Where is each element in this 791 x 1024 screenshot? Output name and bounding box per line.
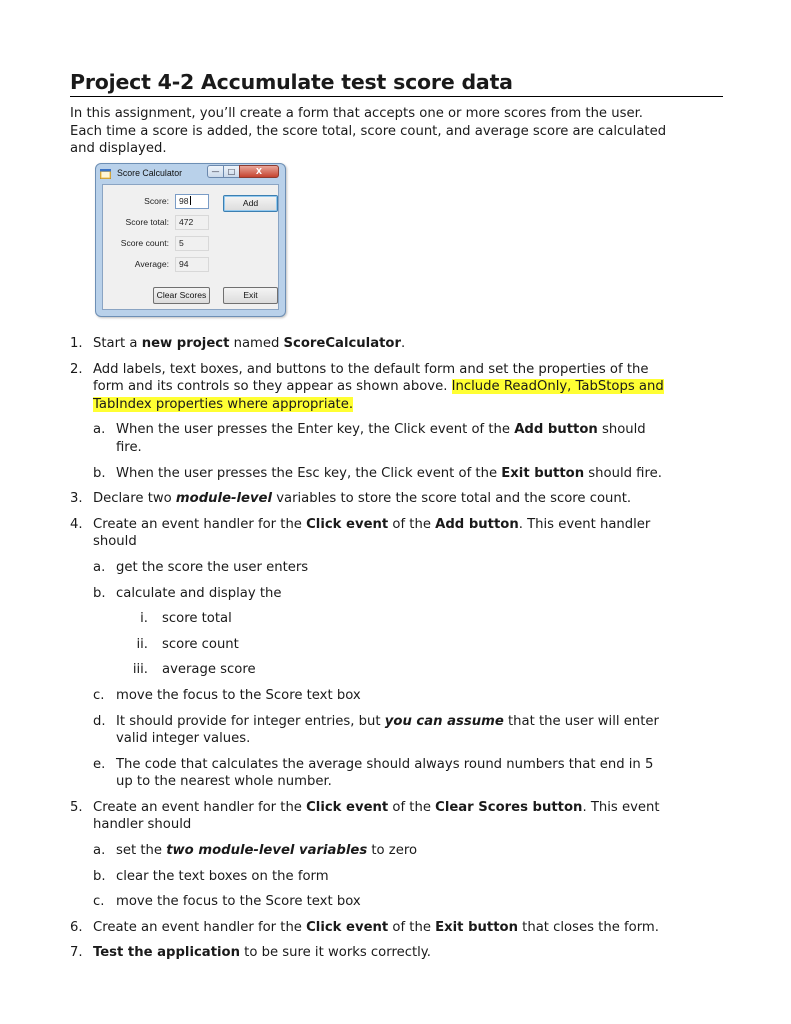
step-text: Declare two — [93, 491, 176, 507]
list-item — [70, 516, 670, 551]
intro-paragraph: In this assignment, you’ll create a form that accepts one or more scores from the user. Each time a score is added, the score total, score count, and average score are calculated and displayed. — [70, 106, 667, 157]
clear-scores-button[interactable]: Clear Scores — [153, 287, 210, 304]
substep-letter: e. — [93, 756, 106, 772]
step-bold-text: ScoreCalculator — [283, 336, 401, 351]
step-text: average score — [162, 662, 256, 678]
substep-letter: a. — [93, 422, 106, 438]
roman-numeral: ii. — [136, 636, 148, 652]
step-text: of the — [388, 799, 436, 815]
substep-letter: b. — [93, 585, 106, 601]
list-item — [70, 661, 670, 679]
step-text: score total — [162, 611, 232, 627]
emphasized-text: you can assume — [384, 713, 504, 729]
step-bold-text: Exit button — [501, 465, 585, 481]
step-bold-text: Add button — [435, 516, 519, 532]
step-bold-text: Test the application — [93, 945, 240, 961]
step-number: 6. — [70, 919, 83, 935]
list-item — [70, 636, 670, 654]
score-total-field: 472 — [175, 215, 209, 230]
score-label: Score: — [144, 196, 169, 206]
list-item — [70, 335, 670, 353]
emphasized-text: module-level — [175, 491, 273, 507]
step-text: calculate and display the — [116, 585, 282, 601]
substep-letter: b. — [93, 465, 106, 481]
step-text: It should provide for integer entries, but — [116, 713, 385, 729]
substep-letter: b. — [93, 868, 106, 884]
step-number: 7. — [70, 945, 83, 961]
step-number: 5. — [70, 799, 83, 815]
substep-letter: c. — [93, 894, 105, 910]
step-text: should fire. — [584, 465, 662, 481]
document-title: Project 4-2 Accumulate test score data — [70, 70, 723, 97]
highlighted-text: Include ReadOnly, TabStops and TabIndex properties where appropriate. — [93, 379, 664, 412]
list-item — [70, 868, 670, 886]
step-text: Create an event handler for the — [93, 516, 307, 532]
step-number: 1. — [70, 336, 83, 351]
app-form-icon — [100, 169, 111, 179]
step-text: to zero — [367, 843, 418, 859]
step-bold-text: Clear Scores button — [435, 799, 583, 815]
step-text: named — [229, 336, 284, 351]
step-text: . This event handler should — [93, 799, 660, 833]
step-text: Add labels, text boxes, and buttons to the default form and set the properties of the form and its controls so they appear as shown above. — [93, 361, 649, 395]
list-item — [70, 465, 670, 483]
step-text: . — [400, 336, 406, 351]
step-text: move the focus to the Score text box — [116, 687, 361, 703]
step-text: of the — [388, 919, 436, 935]
step-text: Create an event handler for the — [93, 919, 307, 935]
step-text: When the user presses the Esc key, the Click event of the — [116, 465, 502, 481]
step-text: clear the text boxes on the form — [116, 868, 329, 884]
substep-letter: d. — [93, 713, 106, 729]
exit-button[interactable]: Exit — [223, 287, 278, 304]
step-bold-text: Click event — [306, 919, 389, 935]
step-text: Start a — [93, 336, 142, 351]
step-text: The code that calculates the average should always round numbers that end in 5 up to the nearest whole number. — [116, 756, 654, 790]
step-text: that the user will enter valid integer values. — [116, 713, 659, 747]
list-item — [70, 842, 670, 860]
step-number: 4. — [70, 516, 83, 532]
list-item — [70, 559, 670, 577]
step-bold-text: new project — [141, 336, 230, 351]
step-text: score count — [162, 636, 239, 652]
score-calculator-window — [95, 163, 286, 317]
substep-letter: a. — [93, 559, 106, 575]
step-text: move the focus to the Score text box — [116, 894, 361, 910]
step-bold-text: Exit button — [435, 919, 518, 935]
maximize-button[interactable]: □ — [223, 165, 240, 178]
score-count-field: 5 — [175, 236, 209, 251]
minimize-button[interactable]: — — [207, 165, 224, 178]
step-text: When the user presses the Enter key, the Click event of the — [116, 422, 515, 438]
step-text: of the — [388, 516, 436, 532]
text-caret — [190, 196, 191, 205]
close-button[interactable]: X — [239, 165, 279, 178]
window-titlebar[interactable] — [96, 164, 285, 184]
instruction-list — [70, 335, 670, 970]
list-item — [70, 610, 670, 628]
step-text: to be sure it works correctly. — [239, 945, 431, 961]
list-item — [70, 421, 670, 456]
step-number: 3. — [70, 491, 83, 507]
step-text: set the — [116, 843, 167, 859]
score-input-value: 98 — [179, 196, 189, 206]
list-item — [70, 361, 670, 414]
step-text: should fire. — [116, 422, 646, 455]
step-bold-text: Click event — [306, 516, 389, 532]
substep-letter: a. — [93, 843, 106, 859]
list-item — [70, 713, 670, 748]
step-text: . This event handler should — [93, 516, 651, 550]
step-bold-text: Add button — [514, 422, 598, 438]
step-text: get the score the user enters — [116, 559, 309, 575]
list-item — [70, 756, 670, 791]
step-text: Create an event handler for the — [93, 799, 307, 815]
score-count-label: Score count: — [120, 238, 169, 248]
step-bold-text: Click event — [306, 799, 389, 815]
list-item — [70, 944, 670, 962]
roman-numeral: i. — [140, 611, 148, 627]
add-button[interactable]: Add — [223, 195, 278, 212]
score-total-label: Score total: — [125, 217, 169, 227]
score-input[interactable] — [175, 194, 209, 209]
step-text: that closes the form. — [517, 919, 659, 935]
roman-numeral: iii. — [132, 662, 148, 678]
list-item — [70, 919, 670, 937]
step-number: 2. — [70, 361, 83, 377]
window-title: Score Calculator — [117, 168, 183, 178]
list-item — [70, 893, 670, 911]
substep-letter: c. — [93, 687, 105, 703]
list-item — [70, 490, 670, 508]
list-item — [70, 799, 670, 834]
form-client-area — [102, 184, 279, 310]
average-label: Average: — [134, 259, 169, 269]
list-item — [70, 687, 670, 705]
emphasized-text: two module-level variables — [166, 843, 368, 859]
average-field: 94 — [175, 257, 209, 272]
list-item — [70, 585, 670, 603]
step-text: variables to store the score total and the score count. — [272, 491, 632, 507]
